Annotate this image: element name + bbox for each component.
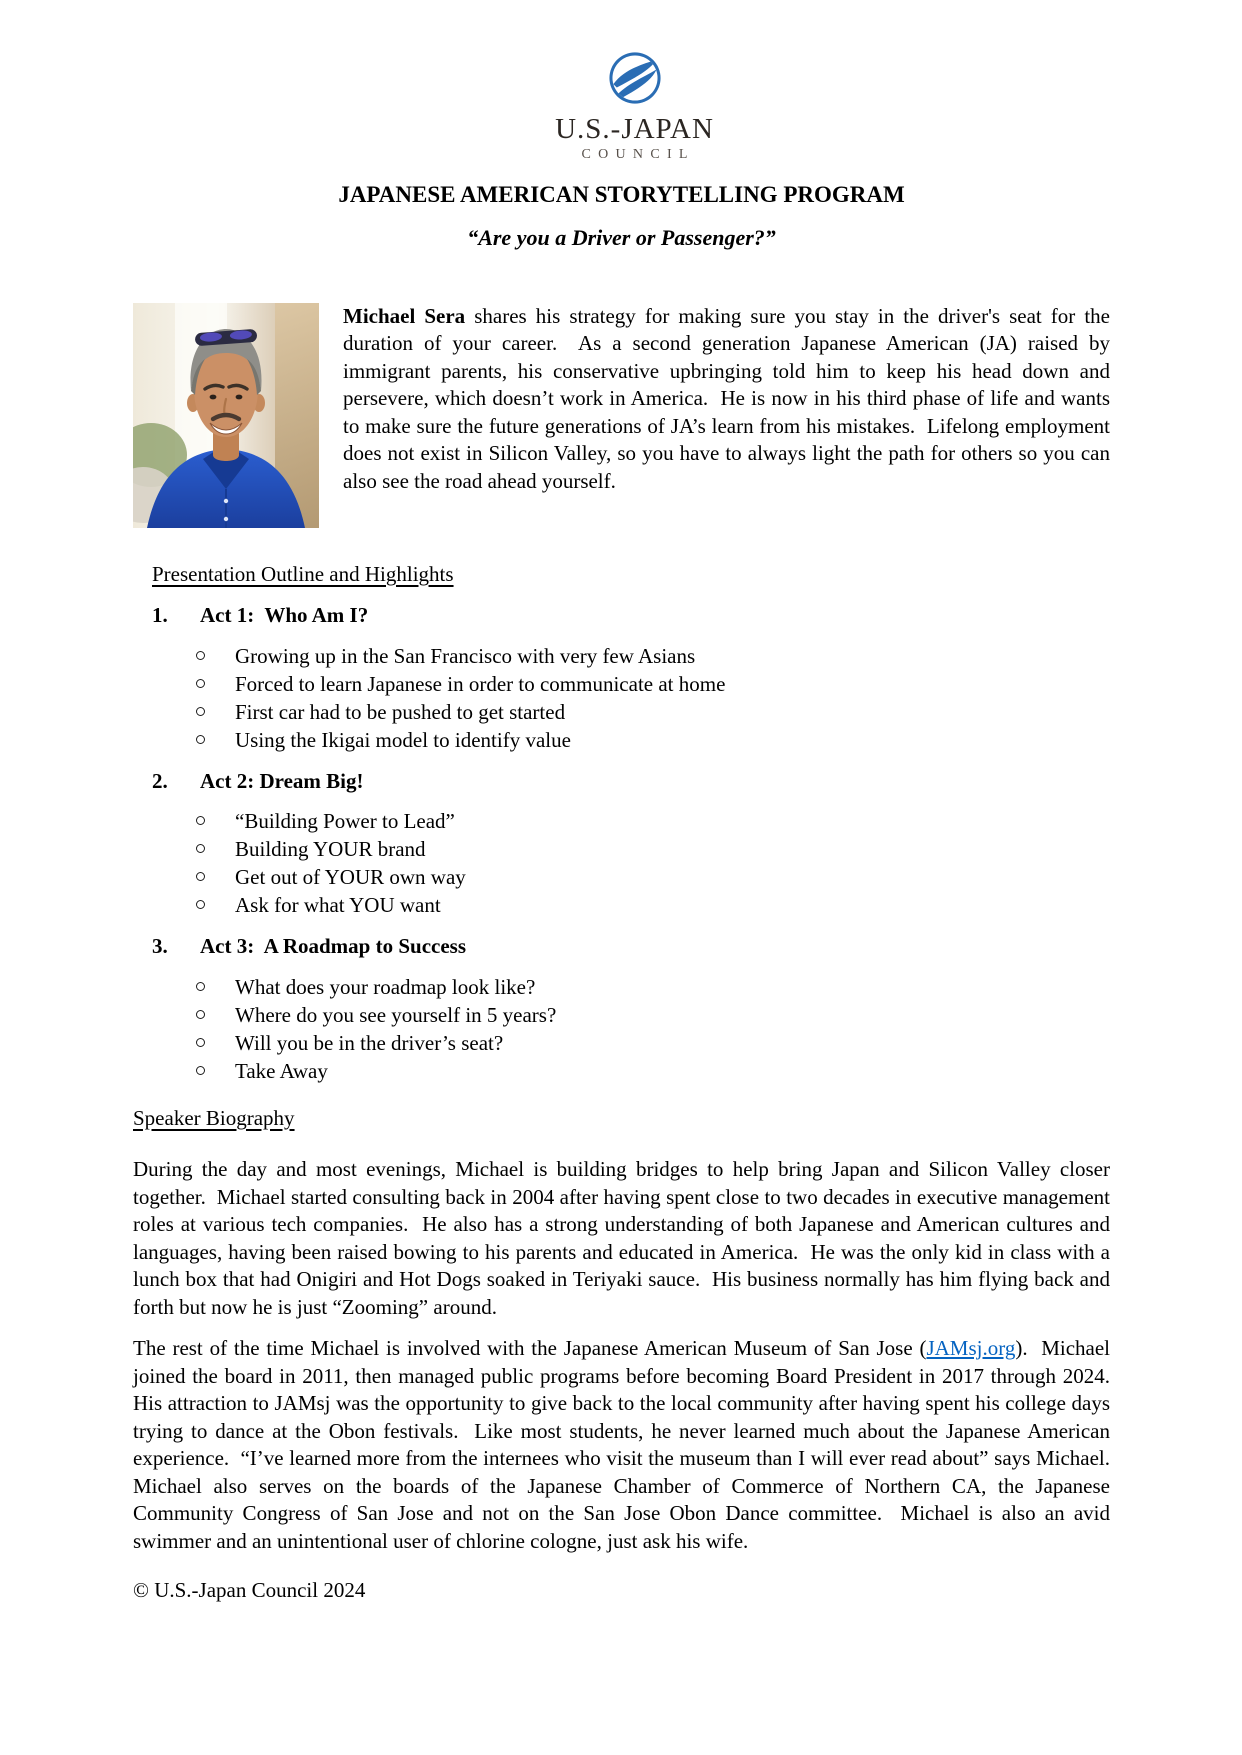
section-title: Act 3: A Roadmap to Success xyxy=(200,934,466,958)
section-number: 1. xyxy=(152,603,168,627)
logo-org-subname: COUNCIL xyxy=(581,146,695,162)
bullet-text: Get out of YOUR own way xyxy=(235,865,466,889)
bullet-circle-icon xyxy=(196,1066,205,1075)
outline-section-2 xyxy=(152,768,1110,796)
usjc-wave-logo-icon xyxy=(609,52,661,104)
section-number: 3. xyxy=(152,934,168,958)
bio-paragraph-2-end: ). Michael joined the board in 2011, then managed public programs before becoming Board President in 2017 through 2024. His attraction to JAMsj was the opportunity to give back to the local community after having spent his college days trying to dance at the Obon festivals. Like most students, he never learned much about the Japanese American experience. “I’ve learned more from the internees who visit the museum than I will ever read about” says Michael. Michael also serves on the boards of the Japanese Chamber of Commerce of Northern CA, the Japanese Community Congress of San Jose and not on the San Jose Obon Dance committee. Michael is also an avid swimmer and an unintentional user of chlorine cologne, just ask his wife. xyxy=(133,1336,1121,1553)
list-item xyxy=(196,1029,1110,1057)
bullet-text: Forced to learn Japanese in order to communicate at home xyxy=(235,671,726,696)
outline-section-1 xyxy=(152,602,1110,630)
outline-section-2-bullets xyxy=(133,807,1110,919)
bullet-circle-icon xyxy=(196,651,205,660)
list-item xyxy=(196,891,1110,919)
speaker-photo xyxy=(133,303,319,528)
list-item xyxy=(196,835,1110,863)
list-item xyxy=(196,670,1110,698)
logo-org-name: U.S.-JAPAN xyxy=(555,112,714,145)
list-item xyxy=(196,642,1110,670)
bullet-text: Building YOUR brand xyxy=(235,837,426,861)
bullet-text: Will you be in the driver’s seat? xyxy=(235,1030,504,1055)
bio-paragraph-2-start: The rest of the time Michael is involved with the Japanese American Museum of San Jose ( xyxy=(133,1336,927,1360)
bullet-circle-icon xyxy=(196,900,205,909)
jamsj-link[interactable]: JAMsj.org xyxy=(926,1336,1016,1360)
document-subtitle: “Are you a Driver or Passenger?” xyxy=(467,224,776,250)
usjc-logo-block xyxy=(146,52,1123,164)
list-item xyxy=(196,973,1110,1001)
bullet-text: “Building Power to Lead” xyxy=(235,809,455,833)
bullet-circle-icon xyxy=(196,1038,205,1047)
bullet-circle-icon xyxy=(196,872,205,881)
copyright-notice: © U.S.-Japan Council 2024 xyxy=(133,1578,366,1602)
intro-section xyxy=(133,303,1116,528)
bullet-circle-icon xyxy=(196,982,205,991)
bullet-text: Using the Ikigai model to identify value xyxy=(235,727,571,752)
bullet-text: Growing up in the San Francisco with very few Asians xyxy=(235,643,696,668)
section-title: Act 1: Who Am I? xyxy=(200,603,369,627)
intro-paragraph xyxy=(343,303,1116,496)
speaker-biography-heading: Speaker Biography xyxy=(133,1105,295,1130)
bullet-circle-icon xyxy=(196,735,205,744)
outline-section-3 xyxy=(152,933,1110,961)
list-item xyxy=(196,698,1110,726)
list-item xyxy=(196,1057,1110,1085)
bullet-circle-icon xyxy=(196,844,205,853)
outline-section-3-bullets xyxy=(133,973,1110,1085)
list-item xyxy=(196,726,1110,754)
section-number: 2. xyxy=(152,768,168,793)
bullet-text: Take Away xyxy=(235,1058,328,1083)
bio-paragraph-2 xyxy=(133,1335,1121,1555)
bullet-text: Where do you see yourself in 5 years? xyxy=(235,1002,557,1027)
list-item xyxy=(196,863,1110,891)
outline-section-1-bullets xyxy=(133,642,1110,754)
list-item xyxy=(196,1001,1110,1029)
bullet-circle-icon xyxy=(196,816,205,825)
section-title: Act 2: Dream Big! xyxy=(200,768,364,793)
list-item xyxy=(196,807,1110,835)
bullet-circle-icon xyxy=(196,707,205,716)
bullet-text: First car had to be pushed to get started xyxy=(235,699,566,724)
document-title: JAPANESE AMERICAN STORYTELLING PROGRAM xyxy=(338,181,905,207)
bullet-text: Ask for what YOU want xyxy=(235,893,441,917)
intro-paragraph-text: shares his strategy for making sure you stay in the driver's seat for the duration of your career. As a second generation Japanese American (JA) raised by immigrant parents, his conservative upbringing told him to keep his head down and persevere, which doesn’t work in America. He is now in his third phase of life and wants to make sure the future generations of JA’s learn from his mistakes. Lifelong employment does not exist in Silicon Valley, so you have to always light the path for others so you can also see the road ahead yourself. xyxy=(343,303,1116,493)
bio-paragraph-1: During the day and most evenings, Michael is building bridges to help bring Japan and Silicon Valley closer together. Michael started consulting back in 2004 after having spent close to two decades in executive management roles at various tech companies. He also has a strong understanding of both Japanese and American cultures and languages, having been raised bowing to his parents and educated in America. He was the only kid in class with a lunch box that had Onigiri and Hot Dogs soaked in Teriyaki sauce. His business normally has him flying back and forth but now he is just “Zooming” around. xyxy=(133,1157,1116,1319)
bullet-circle-icon xyxy=(196,679,205,688)
bullet-text: What does your roadmap look like? xyxy=(235,974,536,999)
bullet-circle-icon xyxy=(196,1010,205,1019)
outline-heading: Presentation Outline and Highlights xyxy=(152,561,454,586)
speaker-name: Michael Sera xyxy=(343,303,466,328)
